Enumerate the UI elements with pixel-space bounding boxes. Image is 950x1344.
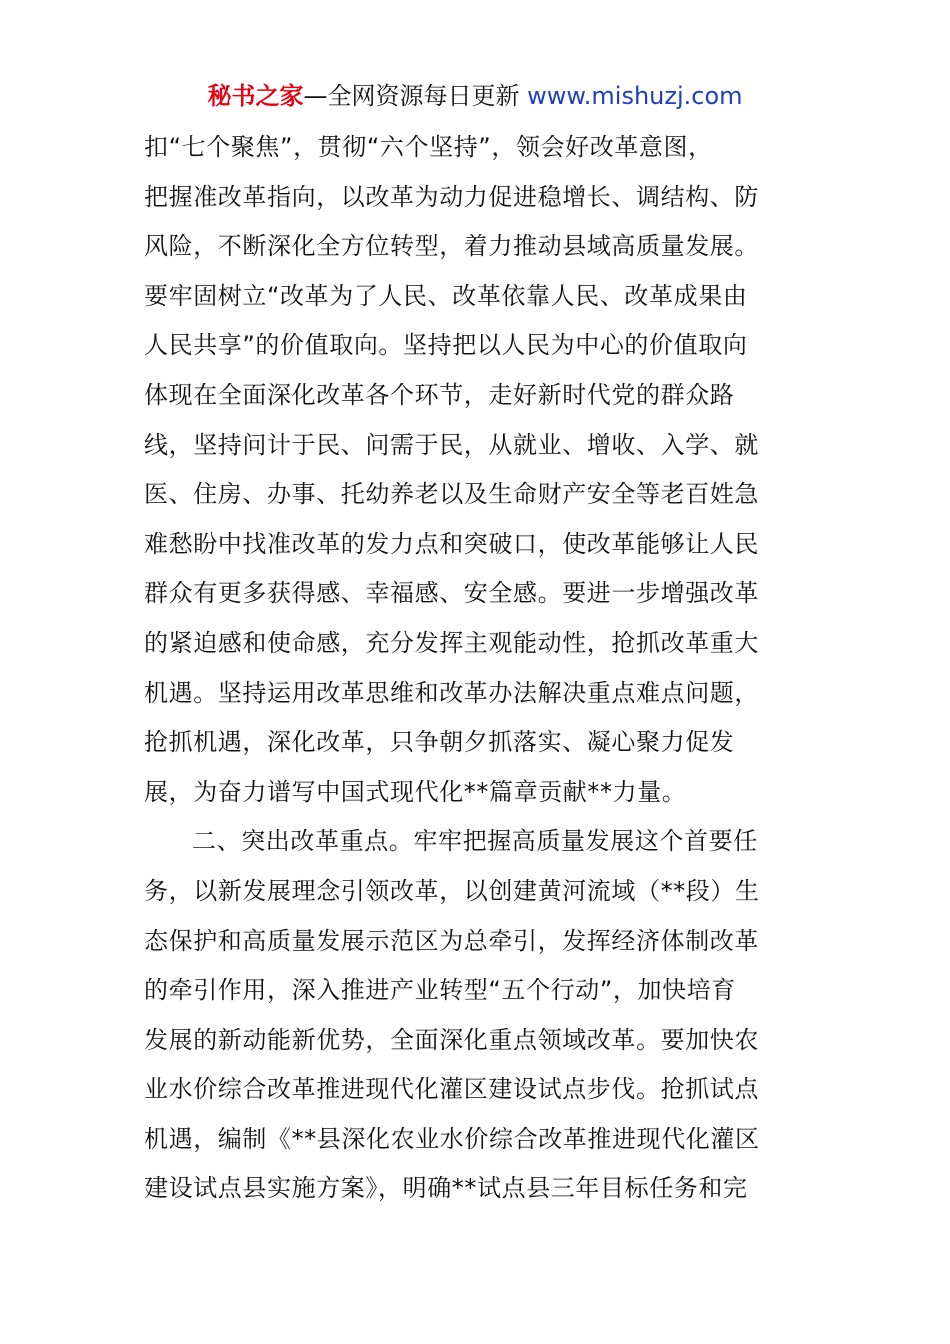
site-header: [0, 80, 950, 112]
site-tagline: —全网资源每日更新: [303, 82, 528, 110]
text-line: 的牵引作用，深入推进产业转型“五个行动”，加快培育: [144, 976, 736, 1005]
text-line: 扣“七个聚焦”，贯彻“六个坚持”，领会好改革意图，: [144, 133, 713, 161]
text-line: 人民共享”的价值取向。坚持把以人民为中心的价值取向: [144, 331, 748, 360]
text-line: 机遇。坚持运用改革思维和改革办法解决重点难点问题，: [144, 678, 759, 707]
text-line: 的紧迫感和使命感，充分发挥主观能动性，抢抓改革重大: [144, 628, 759, 657]
text-line: 把握准改革指向，以改革为动力促进稳增长、调结构、防: [144, 182, 759, 211]
text-line: 发展的新动能新优势，全面深化重点领域改革。要加快农: [144, 1025, 759, 1054]
text-line: 务，以新发展理念引领改革，以创建黄河流域（**段）生: [144, 876, 760, 905]
text-line: 机遇，编制《**县深化农业水价综合改革推进现代化灌区: [144, 1124, 760, 1153]
text-line: 线，坚持问计于民、问需于民，从就业、增收、入学、就: [144, 430, 759, 459]
text-line: 医、住房、办事、托幼养老以及生命财产安全等老百姓急: [144, 480, 759, 509]
text-line: 态保护和高质量发展示范区为总牵引，发挥经济体制改革: [144, 926, 759, 955]
text-line: 业水价综合改革推进现代化灌区建设试点步伐。抢抓试点: [144, 1075, 759, 1104]
site-url-link[interactable]: www.mishuzj.com: [527, 82, 743, 110]
text-line: 抢抓机遇，深化改革，只争朝夕抓落实、凝心聚力促发: [144, 728, 735, 757]
paragraph-start-line: 二、突出改革重点。牢牢把握高质量发展这个首要任: [192, 827, 758, 856]
text-line: 展，为奋力谱写中国式现代化**篇章贡献**力量。: [144, 777, 687, 806]
text-line: 体现在全面深化改革各个环节，走好新时代党的群众路: [144, 380, 735, 409]
document-body: [144, 123, 808, 1214]
text-line: 建设试点县实施方案》，明确**试点县三年目标任务和完: [144, 1174, 748, 1203]
site-brand: 秘书之家: [207, 82, 304, 110]
text-line: 要牢固树立“改革为了人民、改革依靠人民、改革成果由: [144, 281, 748, 310]
text-line: 群众有更多获得感、幸福感、安全感。要进一步增强改革: [144, 579, 759, 608]
text-line: 难愁盼中找准改革的发力点和突破口，使改革能够让人民: [144, 529, 759, 558]
text-line: 风险，不断深化全方位转型，着力推动县域高质量发展。: [144, 232, 759, 261]
